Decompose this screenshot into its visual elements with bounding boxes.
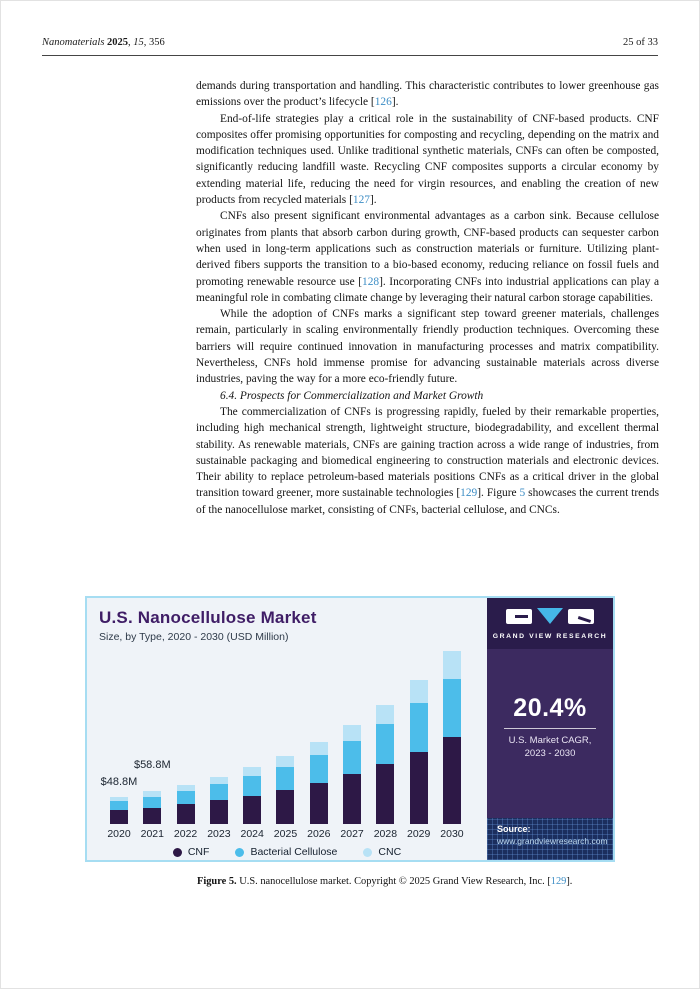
bar-segment-cnf	[410, 752, 428, 824]
x-tick-label: 2022	[173, 828, 198, 840]
bar-segment-bacterial-cellulose	[276, 767, 294, 790]
paragraph	[196, 404, 659, 518]
bar-segment-bacterial-cellulose	[110, 801, 128, 810]
header-rule	[42, 55, 658, 56]
bar-column	[100, 646, 138, 840]
cagr-value: 20.4%	[513, 694, 587, 722]
text-segment: While the adoption of CNFs marks a significant step toward greener materials, challenges remain, particularly in scaling environmentally friendly production techniques. Overcoming these barriers will require continued innovation in manufacturing processes and matrix compatibility. Nevertheless, CNFs hold immense promise for advancing sustainable materials across diverse industries, paving the way for a more eco-friendly future.	[196, 308, 659, 386]
bar-segment-cnc	[410, 680, 428, 703]
source-label: Source:	[497, 824, 531, 834]
text-segment: U.S. nanocellulose market. Copyright © 2025 Grand View Research, Inc. [	[236, 876, 551, 887]
chart-title: U.S. Nanocellulose Market	[99, 608, 317, 627]
bar-segment-cnf	[143, 808, 161, 824]
bar-segment-cnc	[210, 777, 228, 785]
citation-link[interactable]: 129	[550, 876, 567, 887]
bar-segment-cnf	[310, 783, 328, 824]
paragraph	[196, 306, 659, 387]
bar-group	[99, 646, 477, 840]
journal-citation	[42, 37, 165, 48]
citation-link[interactable]: 129	[460, 487, 478, 500]
bar-segment-cnf	[343, 774, 361, 824]
chart-legend	[87, 846, 487, 858]
x-tick-label: 2029	[406, 828, 431, 840]
legend-item	[173, 846, 210, 858]
logo-r-icon	[568, 609, 594, 624]
chart-panel	[87, 598, 487, 860]
bar-segment-bacterial-cellulose	[310, 755, 328, 783]
legend-label: CNC	[378, 846, 402, 858]
bar-segment-cnc	[310, 742, 328, 755]
bar-segment-bacterial-cellulose	[177, 791, 195, 804]
x-tick-label: 2027	[340, 828, 364, 840]
chart-subtitle: Size, by Type, 2020 - 2030 (USD Million)	[99, 631, 289, 643]
x-tick-label: 2020	[107, 828, 131, 840]
text-segment: demands during transportation and handling. This characteristic contributes to lower greenhouse gas emissions over the product’s lifecycle [	[196, 80, 659, 109]
text-segment: ].	[391, 96, 399, 109]
bar-segment-cnf	[110, 810, 128, 824]
text-segment: ].	[369, 194, 377, 207]
text-segment: Figure 5.	[197, 876, 237, 887]
x-tick-label: 2030	[440, 828, 464, 840]
cagr-label	[487, 734, 613, 760]
x-tick-label: 2024	[240, 828, 264, 840]
section-heading: 6.4. Prospects for Commercialization and Market Growth	[220, 389, 484, 402]
x-tick-label: 2026	[307, 828, 331, 840]
logo-v-icon	[537, 608, 563, 624]
bar-segment-cnc	[343, 725, 361, 741]
source-band	[487, 818, 613, 860]
bar-segment-cnf	[276, 790, 294, 824]
bar-column	[440, 646, 464, 840]
text-segment: Nanomaterials	[42, 37, 108, 48]
bar-column	[207, 646, 231, 840]
bar-column	[273, 646, 298, 840]
logo-g-icon	[506, 609, 532, 624]
bar-column	[133, 646, 171, 840]
x-tick-label: 2021	[140, 828, 164, 840]
citation-link[interactable]: 127	[352, 194, 370, 207]
bar-column	[307, 646, 331, 840]
cagr-label-line1: U.S. Market CAGR,	[508, 735, 592, 746]
body-text-column	[196, 78, 659, 518]
bar-segment-bacterial-cellulose	[143, 797, 161, 808]
text-segment: ]. Figure	[477, 487, 520, 500]
legend-dot-icon	[173, 848, 182, 857]
text-segment: End-of-life strategies play a critical role in the sustainability of CNF-based products. CNF composites offer promising opportunities for composting and recycling, depending on the matrix and modification techniques used. Unlike traditional synthetic materials, CNFs can often be composted, significantly reducing landfill waste. Recycling CNF composites supports a circular economy by extending material life, reducing the need for virgin resources, and enabling the creation of new products from recycled materials [	[196, 112, 659, 207]
bar-column	[373, 646, 398, 840]
figure-5-chart	[85, 596, 615, 862]
bar-value-label: $48.8M	[100, 776, 138, 788]
bar-segment-cnf	[210, 800, 228, 824]
citation-link[interactable]: 128	[362, 275, 380, 288]
bar-column	[173, 646, 198, 840]
paragraph	[196, 78, 659, 111]
page-number: 25 of 33	[623, 37, 658, 48]
bar-segment-bacterial-cellulose	[243, 776, 261, 795]
cagr-block	[487, 694, 613, 760]
gvr-logo-icon	[506, 608, 594, 626]
bar-segment-cnf	[243, 796, 261, 824]
legend-item	[235, 846, 337, 858]
cagr-label-line2: 2023 - 2030	[524, 748, 576, 759]
text-segment: 2025	[107, 37, 129, 48]
citation-link[interactable]: 5	[519, 487, 526, 500]
running-head	[42, 37, 658, 48]
legend-item	[363, 846, 401, 858]
cagr-divider	[504, 728, 596, 729]
brand-logo-band	[487, 598, 613, 649]
bar-segment-cnc	[443, 651, 461, 679]
figure-caption	[197, 875, 617, 889]
bar-segment-bacterial-cellulose	[210, 784, 228, 800]
bar-segment-bacterial-cellulose	[443, 679, 461, 738]
bar-segment-bacterial-cellulose	[410, 703, 428, 752]
x-tick-label: 2025	[273, 828, 298, 840]
bar-segment-cnc	[376, 705, 394, 724]
x-tick-label: 2028	[373, 828, 398, 840]
text-segment: ,	[128, 37, 134, 48]
bar-column	[240, 646, 264, 840]
bar-column	[406, 646, 431, 840]
text-segment: showcases the current trends of the nanocellulose market, consisting of CNFs, bacterial cellulose, and CNCs.	[196, 487, 660, 516]
bar-segment-cnf	[177, 804, 195, 824]
citation-link[interactable]: 126	[374, 96, 392, 109]
bar-value-label: $58.8M	[133, 759, 171, 771]
bar-segment-cnc	[276, 756, 294, 767]
bar-segment-cnf	[376, 764, 394, 824]
bar-segment-cnc	[243, 767, 261, 776]
text-segment: The commercialization of CNFs is progressing rapidly, fueled by their remarkable properties, including high mechanical strength, lightweight structure, biodegradability, and excellent thermal stability. As renewable materials, CNFs are gaining traction across a wide range of industries, from sustainable packaging and biomedical engineering to construction materials and electronic devices. Their ability to replace petroleum-based materials positions CNFs as a critical driver in the global transition toward greener, more sustainable technologies [	[196, 405, 659, 500]
brand-name: GRAND VIEW RESEARCH	[492, 633, 608, 640]
legend-label: Bacterial Cellulose	[250, 846, 338, 858]
legend-dot-icon	[363, 848, 372, 857]
text-segment: ].	[566, 876, 573, 887]
paragraph	[196, 111, 659, 209]
bar-column	[340, 646, 364, 840]
legend-label: CNF	[187, 846, 210, 858]
text-segment: , 356	[143, 37, 165, 48]
bar-segment-cnf	[443, 737, 461, 824]
text-segment: ]. Incorporating CNFs into industrial applications can play a meaningful role in combating climate change by leveraging their natural carbon storage capabilities.	[196, 275, 659, 304]
text-segment: CNFs also present significant environmental advantages as a carbon sink. Because cellulose originates from plants that absorb carbon during growth, CNF-based products can sequester carbon when used in long-term applications such as construction materials or furniture. Utilizing plant-derived fibers supports the transition to a bio-based economy, reducing reliance on fossil fuels and promoting renewable resource use [	[196, 210, 659, 288]
bar-segment-bacterial-cellulose	[376, 724, 394, 765]
paragraph	[196, 208, 659, 306]
brand-panel	[487, 598, 613, 860]
text-segment: 15	[133, 37, 144, 48]
legend-dot-icon	[235, 848, 244, 857]
bar-segment-bacterial-cellulose	[343, 741, 361, 775]
x-tick-label: 2023	[207, 828, 231, 840]
source-url-link[interactable]: www.grandviewresearch.com	[497, 836, 608, 846]
